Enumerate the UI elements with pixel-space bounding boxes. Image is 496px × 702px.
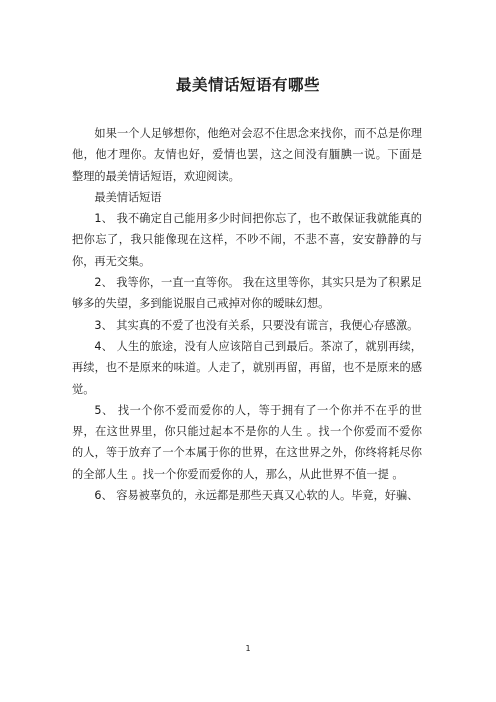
list-item: 2、 我等你，一直一直等你。 我在这里等你，其实只是为了积累足够多的失望，多到能说服自己戒掉对你的暧昧幻想。 xyxy=(72,276,422,311)
list-item: 5、 找一个你不爱而爱你的人，等于拥有了一个你并不在乎的世界，在这世界里，你只能过起本不是你的人生 。找一个你爱而不爱你的人，等于放弃了一个本属于你的世界，在这世界之外，你终将耗尽你的全部人生 。找一个你爱而爱你的人，那么，从此世界不值一提 。 xyxy=(72,403,422,481)
section-heading: 最美情话短语 xyxy=(94,190,162,204)
document-body xyxy=(72,123,422,506)
list-item: 3、 其实真的不爱了也没有关系，只要没有谎言，我便心存感激。 xyxy=(94,318,419,332)
intro-paragraph: 如果一个人足够想你，他绝对会忍不住思念来找你，而不总是你理他，他才理你。友情也好，爱情也罢，这之间没有腼腆一说。下面是 整理的最美情话短语，欢迎阅读。 xyxy=(72,127,422,183)
list-item: 1、 我不确定自己能用多少时间把你忘了，也不敢保证我就能真的把你忘了，我只能像现在这样，不吵不闹，不悲不喜，安安静静的与你，再无交集。 xyxy=(72,212,422,268)
document-title: 最美情话短语有哪些 xyxy=(175,76,320,94)
list-item: 4、 人生的旅途，没有人应该陪自己到最后。茶凉了，就别再续，再续，也不是原来的味道。人走了，就别再留，再留，也不是原来的感觉。 xyxy=(72,339,422,396)
page-number: 1 xyxy=(245,644,251,653)
list-item: 6、 容易被辜负的，永远都是那些天真又心软的人。毕竟，好骗、 xyxy=(94,489,419,503)
